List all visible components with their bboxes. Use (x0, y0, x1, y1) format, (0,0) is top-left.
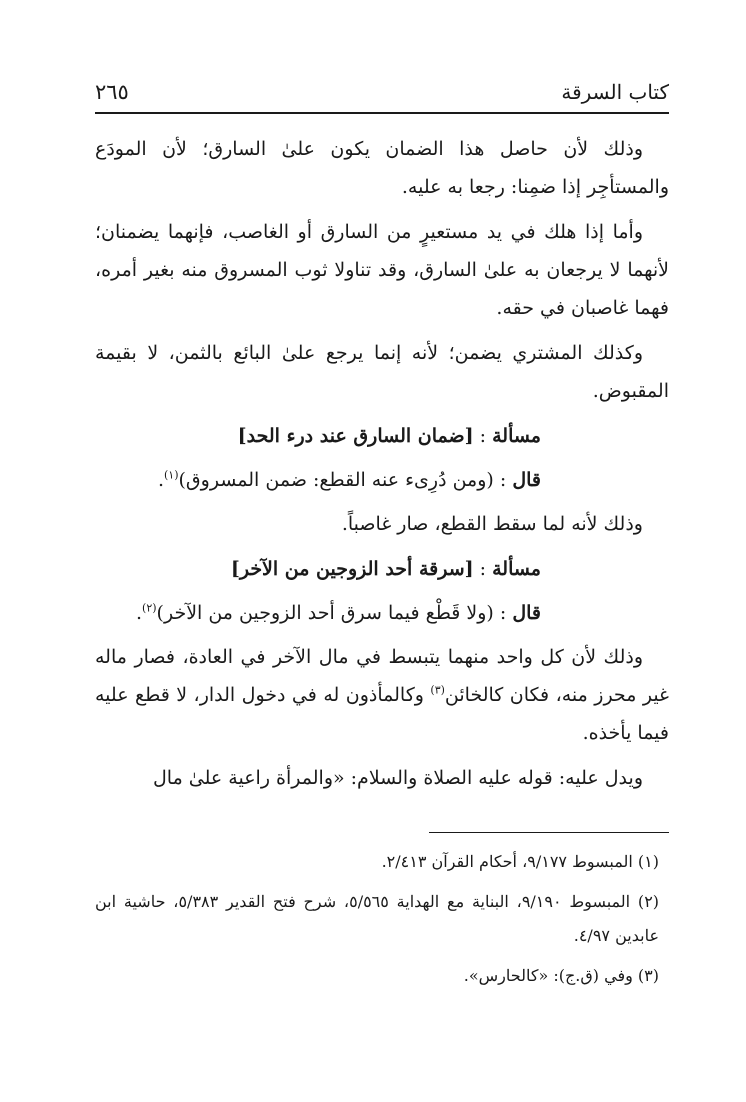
issue-heading-1: مسألة : [ضمان السارق عند درء الحد] (237, 425, 541, 447)
footnote-divider (429, 832, 669, 833)
footnote-ref-1: (١) (164, 468, 179, 482)
issue-heading-2: مسألة : [سرقة أحد الزوجين من الآخر] (230, 558, 541, 580)
footnote-ref-2: (٢) (142, 601, 157, 615)
quote-label: قال (512, 602, 541, 624)
paragraph-5 (95, 638, 669, 752)
running-title: كتاب السرقة (561, 80, 669, 104)
quote-1: قال : (ومن دُرِىء عنه القطع: ضمن المسروق)$^{(١)}$. (157, 468, 541, 491)
quote-text: (ومن دُرِىء عنه القطع: ضمن المسروق) (178, 469, 494, 491)
quote-label: قال (512, 469, 541, 491)
footnote-2: (٢) المبسوط ٩/١٩٠، البناية مع الهداية ٥/٥٦٥، شرح فتح القدير ٥/٣٨٣، حاشية ابن عابدين ٤/٩٧. (95, 892, 660, 945)
page-header (95, 72, 669, 114)
paragraph-3: وكذلك المشتري يضمن؛ لأنه إنما يرجع علىٰ البائع بالثمن، لا بقيمة المقبوض. (95, 342, 669, 402)
footnote-3: (٣) وفي (ق.ج): «كالحارس». (463, 966, 659, 985)
paragraph-4: وذلك لأنه لما سقط القطع، صار غاصباً. (341, 513, 643, 535)
quote-text: (ولا قَطْع فيما سرق أحد الزوجين من الآخر) (156, 602, 494, 624)
page-number: ٢٦٥ (95, 80, 129, 104)
paragraph-5-part-1: وذلك لأن كل واحد منهما يتبسط في مال الآخر في العادة، فصار ماله غير محرز منه، فكان كالخائن (95, 646, 669, 706)
issue-title: [ضمان السارق عند درء الحد] (237, 425, 474, 447)
issue-title: [سرقة أحد الزوجين من الآخر] (230, 558, 474, 580)
footnote-1: (١) المبسوط ٩/١٧٧، أحكام القرآن ٢/٤١٣. (381, 852, 659, 871)
paragraph-6: ويدل عليه: قوله عليه الصلاة والسلام: «والمرأة راعية علىٰ مال (152, 767, 643, 789)
main-text (95, 130, 669, 804)
quote-2: قال : (ولا قَطْع فيما سرق أحد الزوجين من الآخر)$^{(٢)}$. (135, 601, 541, 624)
footnote-ref-3: (٣) (430, 683, 445, 697)
issue-label: مسألة (492, 558, 541, 580)
paragraph-2: وأما إذا هلك في يد مستعيرٍ من السارق أو الغاصب، فإنهما يضمنان؛ لأنهما لا يرجعان به علىٰ السارق، وقد تناولا ثوب المسروق منه بغير أمره، فهما غاصبان في حقه. (95, 221, 669, 319)
paragraph-1: وذلك لأن حاصل هذا الضمان يكون علىٰ السارق؛ لأن المودَع والمستأجِر إذا ضمِنا: رجعا به عليه. (95, 138, 669, 198)
issue-label: مسألة (492, 425, 541, 447)
paragraph-5-part-2: وكالمأذون له في دخول الدار، لا قطع عليه فيما يأخذه. (95, 684, 669, 744)
footnotes (95, 832, 669, 999)
